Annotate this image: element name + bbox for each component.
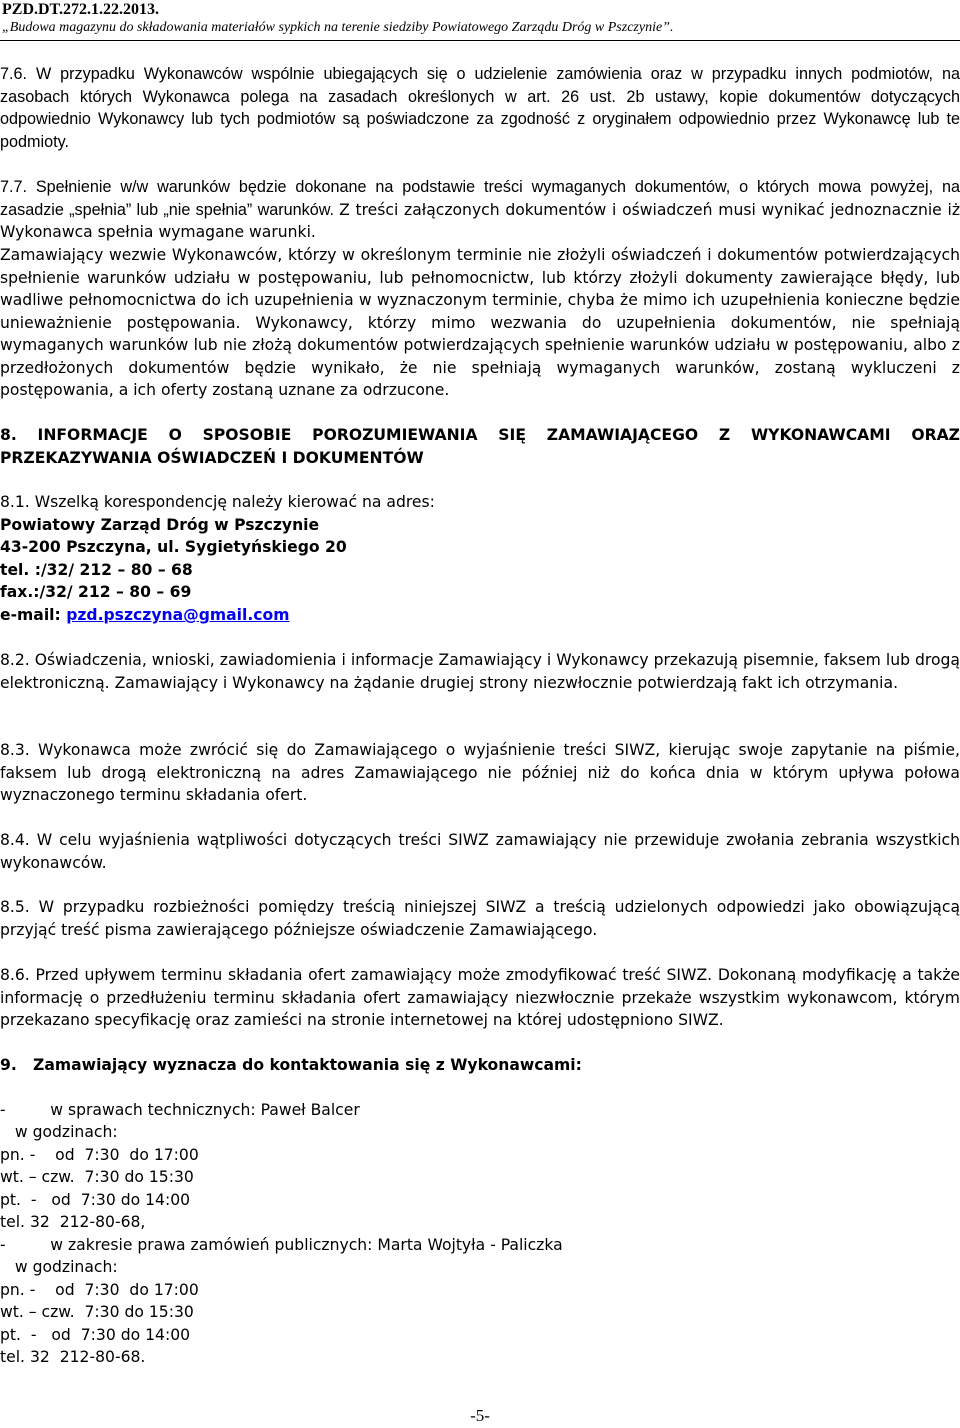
- paragraph-8-3: 8.3. Wykonawca może zwrócić się do Zamawiającego o wyjaśnienie treści SIWZ, kierując swoje zapytanie na piśmie, faksem lub drogą elektroniczną na adres Zamawiającego nie później niż do końca dnia w którym upływa połowa wyznaczonego terminu składania ofert.: [0, 741, 960, 804]
- document-subject: „Budowa magazynu do składowania materiałów sypkich na terenie siedziby Powiatowego Zarządu Dróg w Pszczynie”.: [2, 20, 674, 35]
- paragraph-8-1-intro: 8.1. Wszelką korespondencję należy kierować na adres:: [0, 493, 435, 511]
- contact-procurement-hours-label: w godzinach:: [0, 1258, 118, 1276]
- paragraph-7-7: [0, 176, 960, 244]
- page-number: -5-: [470, 1406, 490, 1425]
- contact-procurement-hours-tue-thu: wt. – czw. 7:30 do 15:30: [0, 1303, 194, 1321]
- contact-technical-role: - w sprawach technicznych: Paweł Balcer: [0, 1101, 360, 1119]
- section-8-heading: 8. INFORMACJE O SPOSOBIE POROZUMIEWANIA SIĘ ZAMAWIAJĄCEGO Z WYKONAWCAMI ORAZ PRZEKAZYWANIA OŚWIADCZEŃ I DOKUMENTÓW: [0, 426, 960, 467]
- section-9-heading: 9. Zamawiający wyznacza do kontaktowania się z Wykonawcami:: [0, 1056, 582, 1074]
- paragraph-8-5: 8.5. W przypadku rozbieżności pomiędzy treścią niniejszej SIWZ a treścią udzielonych odpowiedzi jako obowiązującą przyjąć treść pisma zawierającego późniejsze oświadczenie Zamawiającego.: [0, 898, 960, 939]
- paragraph-7-7-part-b: Z treści załączonych dokumentów i oświadczeń musi wynikać jednoznacznie iż Wykonawca spełnia wymagane warunki.: [0, 200, 960, 241]
- paragraph-7-6: 7.6. W przypadku Wykonawców wspólnie ubiegających się o udzielenie zamówienia oraz w przypadku innych podmiotów, na zasobach których Wykonawca polega na zasadach określonych w art. 26 ust. 2b ustawy, kopie dokumentów dotyczących odpowiednio Wykonawcy lub tych podmiotów są poświadczone za zgodność z oryginałem odpowiednio przez Wykonawcę lub te podmioty.: [0, 65, 960, 151]
- contact-technical-hours-mon: pn. - od 7:30 do 17:00: [0, 1146, 199, 1164]
- contact-technical-hours-label: w godzinach:: [0, 1123, 118, 1141]
- paragraph-7-7-summons: Zamawiający wezwie Wykonawców, którzy w określonym terminie nie złożyli oświadczeń i dokumentów potwierdzających spełnienie warunków udziału w postępowaniu, lub pełnomocnictw, lub którzy złożyli dokumenty zawierające błędy, lub wadliwe pełnomocnictwa do ich uzupełnienia w wyznaczonym terminie, chyba że mimo ich uzupełnienia konieczne będzie unieważnienie postępowania. Wykonawcy, którzy mimo wezwania do uzupełnienia dokumentów, nie spełniają wymaganych warunków lub nie złożą dokumentów potwierdzających spełnienie warunków udziału w postępowaniu, albo z przedłożonych dokumentów będzie wynikało, że nie spełniają wymaganych warunków, zostaną wykluczeni z postępowania, a ich oferty zostaną uznane za odrzucone.: [0, 246, 960, 399]
- paragraph-8-4: 8.4. W celu wyjaśnienia wątpliwości dotyczących treści SIWZ zamawiający nie przewiduje zwołania zebrania wszystkich wykonawców.: [0, 831, 960, 872]
- contact-technical-tel: tel. 32 212-80-68,: [0, 1213, 146, 1231]
- paragraph-8-2: 8.2. Oświadczenia, wnioski, zawiadomienia i informacje Zamawiający i Wykonawcy przekazują pisemnie, faksem lub drogą elektroniczną. Zamawiający i Wykonawcy na żądanie drugiej strony niezwłocznie potwierdzają fakt ich otrzymania.: [0, 651, 960, 692]
- address-email-line: [0, 604, 290, 627]
- document-reference: PZD.DT.272.1.22.2013.: [2, 1, 160, 18]
- contact-procurement-hours-fri: pt. - od 7:30 do 14:00: [0, 1326, 191, 1344]
- address-street: 43-200 Pszczyna, ul. Sygietyńskiego 20: [0, 538, 347, 556]
- contact-procurement-role: - w zakresie prawa zamówień publicznych: Marta Wojtyła - Paliczka: [0, 1236, 563, 1254]
- email-label: e-mail:: [0, 606, 67, 624]
- address-name: Powiatowy Zarząd Dróg w Pszczynie: [0, 516, 320, 534]
- header-divider: [0, 40, 960, 41]
- contact-procurement-hours-mon: pn. - od 7:30 do 17:00: [0, 1281, 199, 1299]
- contact-technical-hours-fri: pt. - od 7:30 do 14:00: [0, 1191, 191, 1209]
- contact-procurement-tel: tel. 32 212-80-68.: [0, 1348, 146, 1366]
- address-tel: tel. :/32/ 212 – 80 – 68: [0, 561, 193, 579]
- paragraph-7-7-part-a: 7.7. Spełnienie w/w warunków będzie dokonane na podstawie treści wymaganych dokumentów, o których mowa powyżej, na zasadzie „spełnia” lub „nie spełnia” warunków.: [0, 178, 960, 219]
- contact-technical-hours-tue-thu: wt. – czw. 7:30 do 15:30: [0, 1168, 194, 1186]
- address-fax: fax.:/32/ 212 – 80 – 69: [0, 583, 192, 601]
- paragraph-8-6: 8.6. Przed upływem terminu składania ofert zamawiający może zmodyfikować treść SIWZ. Dokonaną modyfikację a także informację o przedłużeniu terminu składania ofert zamawiający niezwłocznie przekaże wszystkim wykonawcom, którym przekazano specyfikację oraz zamieści na stronie internetowej na której udostępniono SIWZ.: [0, 966, 960, 1029]
- email-link[interactable]: pzd.pszczyna@gmail.com: [66, 606, 290, 624]
